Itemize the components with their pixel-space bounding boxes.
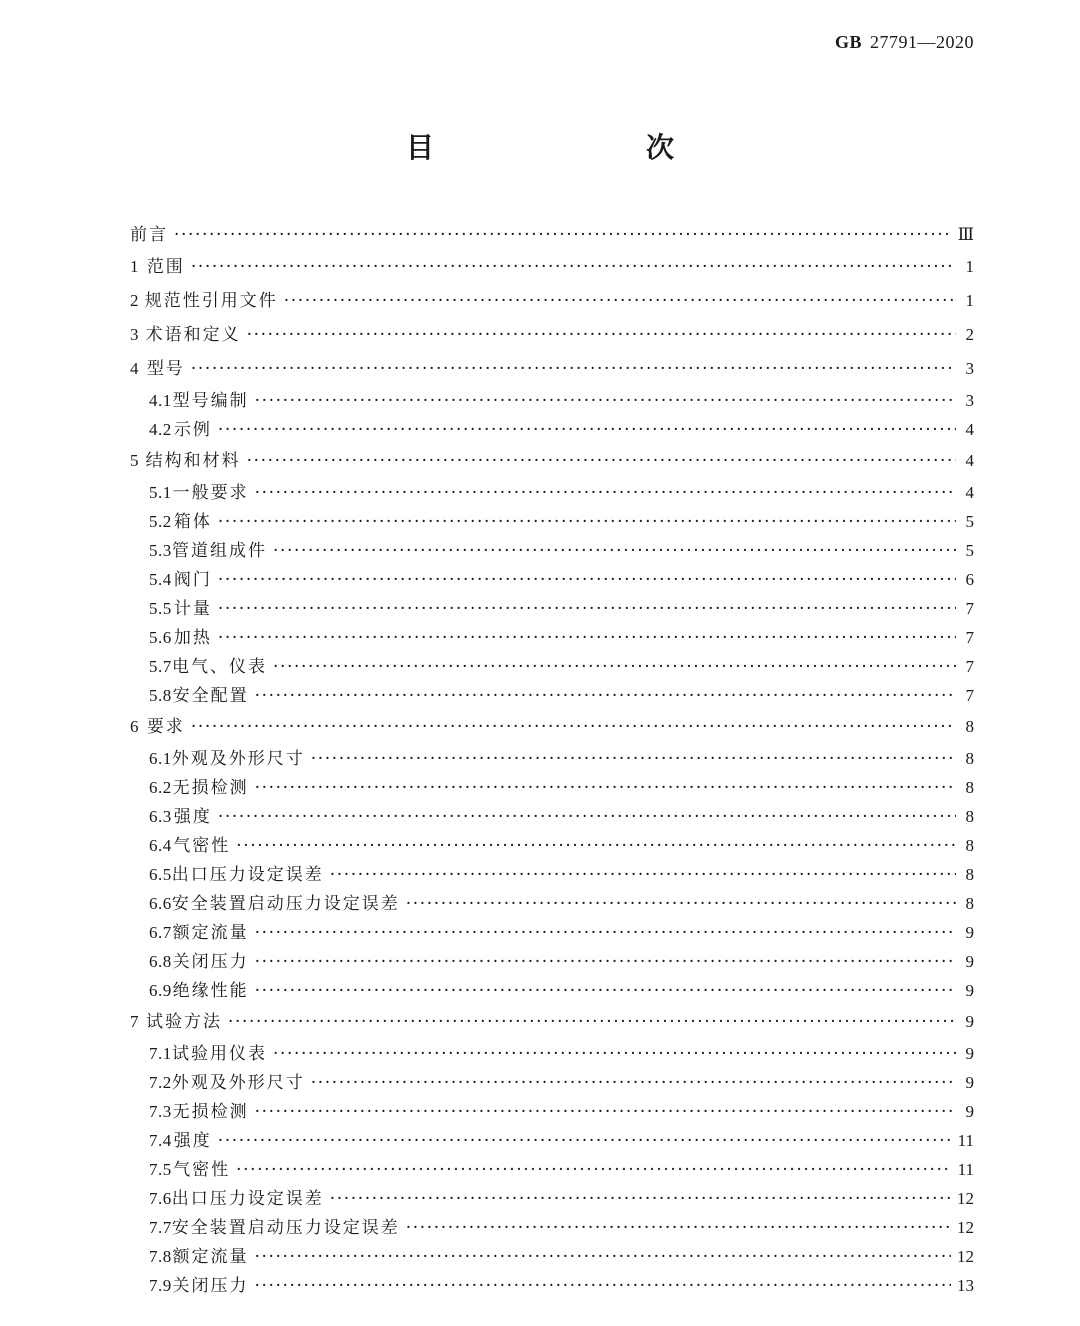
- toc-entry[interactable]: [130, 318, 974, 352]
- toc-entry-label: 一般要求: [172, 483, 249, 503]
- toc-entry-label: 规范性引用文件: [144, 291, 278, 311]
- toc-entry-page: 8: [965, 749, 974, 768]
- toc-entry-number: 6.5: [149, 865, 172, 884]
- toc-entry-label: 出口压力设定误差: [171, 1189, 324, 1209]
- toc-entry-number: 3: [130, 325, 139, 344]
- toc-entry-label: 无损检测: [172, 778, 249, 798]
- toc-entry-label: 关闭压力: [172, 952, 249, 972]
- dot-leader: [236, 832, 956, 861]
- toc-entry-page: 7: [965, 686, 974, 705]
- toc-entry-number: 7: [130, 1012, 139, 1031]
- dot-leader: [406, 1214, 951, 1243]
- dot-leader: [218, 508, 956, 537]
- dot-leader: [255, 774, 956, 803]
- dot-leader: [255, 1098, 956, 1127]
- toc-entry[interactable]: [130, 802, 974, 831]
- toc-entry-label: 管道组成件: [172, 541, 267, 561]
- standard-number: 27791—2020: [870, 32, 974, 52]
- toc-entry-page: 8: [965, 778, 974, 797]
- toc-entry-number: 6.4: [149, 836, 172, 855]
- dot-leader: [330, 861, 956, 890]
- toc-entry-label: 要求: [146, 717, 185, 737]
- dot-leader: [255, 919, 956, 948]
- toc-entry-page: 7: [965, 628, 974, 647]
- toc-entry-page: 9: [965, 952, 974, 971]
- dot-leader: [191, 250, 956, 284]
- standard-prefix: GB: [834, 32, 862, 52]
- toc-entry[interactable]: [130, 1005, 974, 1039]
- dot-leader: [406, 890, 956, 919]
- toc-entry-page: 11: [957, 1160, 974, 1179]
- toc-entry-number: 5.2: [149, 512, 172, 531]
- toc-entry-page: 8: [965, 717, 974, 736]
- toc-entry-number: 6: [130, 717, 139, 736]
- toc-entry-label: 安全配置: [172, 686, 249, 706]
- toc-entry-label: 型号编制: [172, 391, 249, 411]
- toc-entry-label: 电气、仪表: [172, 657, 267, 677]
- toc-entry-page: 9: [965, 1012, 974, 1031]
- toc-entry-label: 试验用仪表: [172, 1044, 267, 1064]
- toc-entry-label: 关闭压力: [172, 1276, 249, 1296]
- toc-entry-page: 5: [965, 541, 974, 560]
- dot-leader: [247, 318, 956, 352]
- toc-entry-number: 7.1: [149, 1044, 172, 1063]
- toc-entry-label: 强度: [173, 807, 212, 827]
- toc-entry[interactable]: [130, 478, 974, 507]
- toc-entry-number: 5.8: [149, 686, 172, 705]
- toc-entry[interactable]: [130, 565, 974, 594]
- toc-entry-number: 6.6: [149, 894, 172, 913]
- toc-entry-page: 9: [965, 923, 974, 942]
- toc-entry-number: 7.3: [149, 1102, 172, 1121]
- toc-entry-number: 5.5: [149, 599, 172, 618]
- toc-entry-number: 7.2: [149, 1073, 172, 1092]
- toc-entry[interactable]: [130, 1039, 974, 1068]
- toc-entry[interactable]: [130, 744, 974, 773]
- dot-leader: [191, 710, 956, 744]
- toc-entry-label: 外观及外形尺寸: [171, 749, 305, 769]
- toc-entry-page: 9: [965, 1073, 974, 1092]
- toc-entry[interactable]: [130, 1271, 974, 1300]
- toc-entry-number: 6.9: [149, 981, 172, 1000]
- toc-entry-label: 示例: [173, 420, 212, 440]
- toc-entry-label: 范围: [146, 257, 185, 277]
- toc-entry-page: 4: [965, 420, 974, 439]
- toc-entry-page: 6: [965, 570, 974, 589]
- toc-entry-number: 7.8: [149, 1247, 172, 1266]
- toc-entry-page: 7: [965, 657, 974, 676]
- toc-entry-page: 8: [965, 894, 974, 913]
- toc-entry[interactable]: [130, 250, 974, 284]
- toc-entry-number: 5.1: [149, 483, 172, 502]
- toc-entry-number: 7.7: [149, 1218, 172, 1237]
- toc-entry[interactable]: [130, 1068, 974, 1097]
- toc-entry-label: 安全装置启动压力设定误差: [171, 1218, 400, 1238]
- toc-entry-page: 8: [965, 836, 974, 855]
- toc-entry-label: 计量: [173, 599, 212, 619]
- toc-entry-page: 3: [965, 391, 974, 410]
- dot-leader: [255, 387, 956, 416]
- dot-leader: [273, 537, 956, 566]
- toc-entry-page: 8: [965, 807, 974, 826]
- toc-entry-page: 2: [965, 325, 974, 344]
- toc-entry-page: 9: [965, 981, 974, 1000]
- toc-entry-page: 13: [957, 1276, 974, 1295]
- toc-entry[interactable]: [130, 507, 974, 536]
- toc-entry-label: 气密性: [173, 1160, 231, 1180]
- dot-leader: [236, 1156, 952, 1185]
- toc-entry[interactable]: [130, 681, 974, 710]
- dot-leader: [247, 444, 956, 478]
- toc-entry-label: 额定流量: [172, 1247, 249, 1267]
- toc-entry[interactable]: [130, 1097, 974, 1126]
- toc-entry[interactable]: [130, 889, 974, 918]
- dot-leader: [255, 977, 956, 1006]
- toc-entry-number: 6.8: [149, 952, 172, 971]
- toc-entry-label: 结构和材料: [145, 451, 241, 471]
- toc-entry-number: 6.7: [149, 923, 172, 942]
- toc-entry[interactable]: [130, 536, 974, 565]
- toc-entry[interactable]: [130, 652, 974, 681]
- toc-entry-label: 无损检测: [172, 1102, 249, 1122]
- dot-leader: [218, 595, 956, 624]
- toc-entry-number: 7.9: [149, 1276, 172, 1295]
- toc-entry-label: 强度: [173, 1131, 212, 1151]
- toc-entry-label: 阀门: [173, 570, 212, 590]
- toc-entry[interactable]: [130, 284, 974, 318]
- toc-entry[interactable]: [130, 386, 974, 415]
- toc-entry[interactable]: [130, 710, 974, 744]
- dot-leader: [255, 948, 956, 977]
- toc-entry[interactable]: [130, 415, 974, 444]
- toc-entry[interactable]: [130, 1155, 974, 1184]
- toc-entry-label: 型号: [146, 359, 185, 379]
- toc-entry[interactable]: [130, 947, 974, 976]
- toc-entry-number: 5: [130, 451, 139, 470]
- toc-entry-label: 术语和定义: [145, 325, 241, 345]
- toc-entry-label: 箱体: [173, 512, 212, 532]
- toc-entry-page: 12: [957, 1189, 974, 1208]
- toc-entry-number: 5.3: [149, 541, 172, 560]
- toc-entry-number: 6.1: [149, 749, 172, 768]
- dot-leader: [174, 220, 952, 250]
- table-of-contents: [130, 220, 974, 1300]
- toc-entry-number: 4.1: [149, 391, 172, 410]
- dot-leader: [218, 803, 956, 832]
- dot-leader: [255, 682, 956, 711]
- dot-leader: [254, 1272, 951, 1301]
- toc-entry-page: 4: [965, 451, 974, 470]
- dot-leader: [330, 1185, 951, 1214]
- toc-entry[interactable]: [130, 918, 974, 947]
- toc-entry-number: 4.2: [149, 420, 172, 439]
- toc-entry-number: 6.2: [149, 778, 172, 797]
- dot-leader: [218, 416, 956, 445]
- dot-leader: [255, 479, 956, 508]
- toc-entry-page: 12: [957, 1247, 974, 1266]
- toc-entry-page: 12: [957, 1218, 974, 1237]
- dot-leader: [273, 653, 956, 682]
- document-code: [835, 32, 974, 53]
- toc-entry[interactable]: [130, 352, 974, 386]
- toc-entry-page: 3: [965, 359, 974, 378]
- toc-entry-label: 外观及外形尺寸: [171, 1073, 305, 1093]
- toc-entry[interactable]: [130, 831, 974, 860]
- toc-entry-label: 出口压力设定误差: [171, 865, 324, 885]
- toc-entry-page: 9: [965, 1102, 974, 1121]
- toc-entry-page: 1: [965, 291, 974, 310]
- toc-title: 目 次: [405, 131, 726, 164]
- dot-leader: [311, 1069, 956, 1098]
- toc-entry[interactable]: [130, 444, 974, 478]
- toc-entry-label: 加热: [173, 628, 212, 648]
- toc-entry-label: 额定流量: [172, 923, 249, 943]
- toc-entry[interactable]: [130, 1126, 974, 1155]
- dot-leader: [218, 624, 956, 653]
- toc-entry-page: 4: [965, 483, 974, 502]
- toc-entry-number: 7.4: [149, 1131, 172, 1150]
- toc-entry[interactable]: [130, 594, 974, 623]
- toc-entry-page: 11: [957, 1131, 974, 1150]
- toc-entry[interactable]: [130, 1184, 974, 1213]
- toc-entry[interactable]: [130, 1213, 974, 1242]
- dot-leader: [273, 1040, 956, 1069]
- toc-entry-number: 2: [130, 291, 139, 310]
- toc-entry-page: Ⅲ: [957, 225, 974, 244]
- toc-entry-label: 气密性: [173, 836, 231, 856]
- toc-entry-number: 4: [130, 359, 139, 378]
- dot-leader: [311, 745, 956, 774]
- toc-entry-number: 7.5: [149, 1160, 172, 1179]
- toc-entry-number: 5.7: [149, 657, 172, 676]
- toc-entry-number: 7.6: [149, 1189, 172, 1208]
- toc-entry-number: 5.6: [149, 628, 172, 647]
- toc-entry[interactable]: [130, 623, 974, 652]
- toc-entry-label: 试验方法: [145, 1012, 222, 1032]
- dot-leader: [218, 1127, 952, 1156]
- toc-entry-number: 5.4: [149, 570, 172, 589]
- dot-leader: [191, 352, 956, 386]
- toc-entry-label: 前言: [130, 225, 168, 245]
- dot-leader: [218, 566, 956, 595]
- toc-entry[interactable]: [130, 773, 974, 802]
- toc-entry-number: 6.3: [149, 807, 172, 826]
- toc-entry-page: 1: [965, 257, 974, 276]
- dot-leader: [254, 1243, 951, 1272]
- toc-entry[interactable]: [130, 860, 974, 889]
- dot-leader: [228, 1005, 956, 1039]
- toc-entry-page: 7: [965, 599, 974, 618]
- toc-entry-label: 绝缘性能: [172, 981, 249, 1001]
- toc-entry-number: 1: [130, 257, 139, 276]
- toc-entry[interactable]: [130, 220, 974, 250]
- toc-entry-page: 9: [965, 1044, 974, 1063]
- toc-entry-page: 5: [965, 512, 974, 531]
- toc-entry[interactable]: [130, 1242, 974, 1271]
- toc-entry-label: 安全装置启动压力设定误差: [171, 894, 400, 914]
- toc-entry-page: 8: [965, 865, 974, 884]
- dot-leader: [284, 284, 956, 318]
- toc-entry[interactable]: [130, 976, 974, 1005]
